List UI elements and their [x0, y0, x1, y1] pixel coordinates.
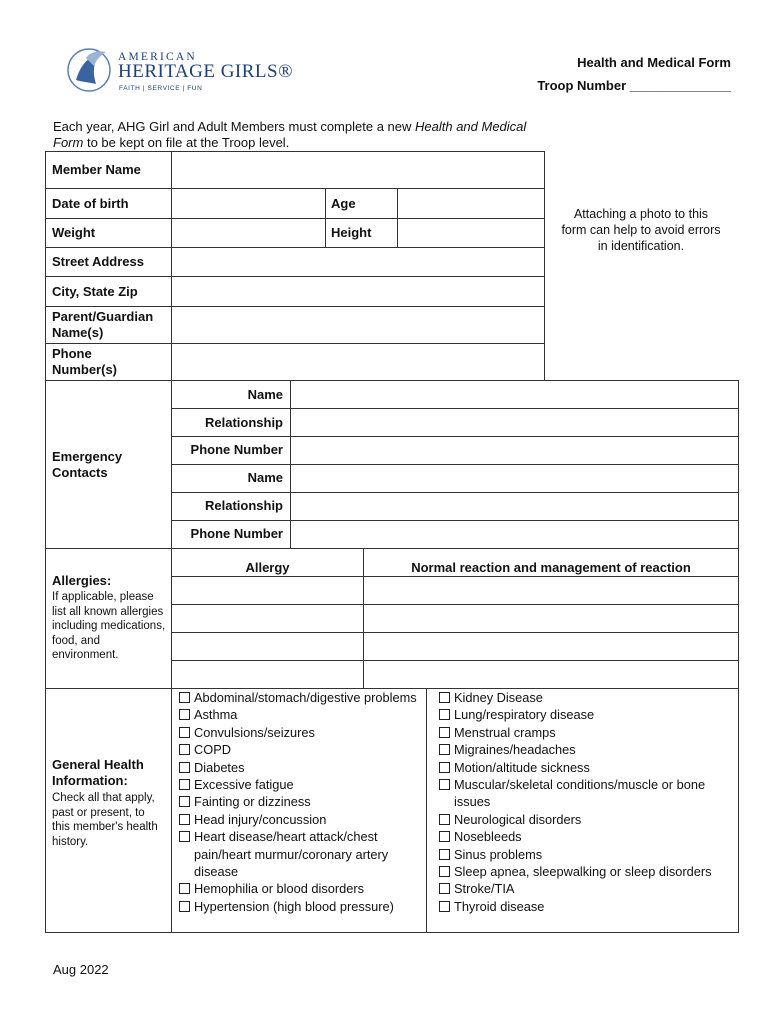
emergency-row-label: Phone Number: [190, 442, 283, 457]
health-checkbox[interactable]: Stroke/TIA: [438, 880, 734, 897]
health-checkbox[interactable]: Sleep apnea, sleepwalking or sleep disorders: [438, 863, 734, 880]
parent-guardian-label: Parent/Guardian Name(s): [52, 309, 154, 340]
reaction-input[interactable]: [364, 633, 738, 660]
weight-input[interactable]: [172, 219, 325, 247]
health-checkbox[interactable]: Asthma: [178, 706, 422, 723]
emergency-row-label: Name: [247, 470, 283, 485]
health-checkbox[interactable]: Kidney Disease: [438, 689, 734, 706]
health-checkbox[interactable]: Excessive fatigue: [178, 776, 422, 793]
date-of-birth-label: Date of birth: [52, 196, 129, 211]
allergy-input[interactable]: [172, 633, 363, 660]
emergency-relationship-1-input[interactable]: [291, 409, 738, 436]
health-checkbox[interactable]: Hemophilia or blood disorders: [178, 880, 422, 897]
city-state-zip-label: City, State Zip: [52, 284, 138, 299]
intro-emphasis: Health and Medical Form: [53, 119, 527, 150]
reaction-input[interactable]: [364, 577, 738, 604]
health-checkbox[interactable]: Migraines/headaches: [438, 741, 734, 758]
health-checkbox[interactable]: Nosebleeds: [438, 828, 734, 845]
logo-top-text: AMERICAN: [118, 51, 197, 63]
health-checkbox[interactable]: Menstrual cramps: [438, 724, 734, 741]
general-health-description: Check all that apply, past or present, to this member's health history.: [52, 792, 158, 848]
reaction-input[interactable]: [364, 661, 738, 688]
intro-paragraph: Each year, AHG Girl and Adult Members must complete a new Health and Medical Form to be kept on file at the Troop level.: [53, 119, 527, 150]
footer-date: Aug 2022: [53, 962, 109, 977]
emergency-contacts-label: Emergency Contacts: [52, 449, 123, 480]
health-checkbox[interactable]: Convulsions/seizures: [178, 724, 422, 741]
emergency-name-2-input[interactable]: [291, 465, 738, 492]
general-health-title: General Health Information:: [52, 757, 144, 788]
health-checkbox[interactable]: Fainting or dizziness: [178, 793, 422, 810]
health-checkbox[interactable]: Sinus problems: [438, 846, 734, 863]
reaction-column-header: Normal reaction and management of reaction: [411, 560, 691, 575]
weight-label: Weight: [52, 225, 96, 240]
form-title: Health and Medical Form: [577, 55, 731, 70]
member-name-label: Member Name: [52, 162, 141, 177]
street-address-input[interactable]: [172, 248, 544, 276]
allergy-input[interactable]: [172, 605, 363, 632]
logo-main-text: HERITAGE GIRLS®: [118, 61, 294, 82]
phone-numbers-label: Phone Number(s): [52, 346, 118, 377]
allergy-input[interactable]: [172, 661, 363, 688]
allergies-title: Allergies:: [52, 573, 112, 588]
member-name-input[interactable]: [172, 152, 544, 188]
health-checklist-right: [438, 689, 734, 915]
health-checkbox[interactable]: Thyroid disease: [438, 898, 734, 915]
allergies-description: If applicable, please list all known allergies including medications, food, and environment.: [52, 591, 166, 661]
reaction-input[interactable]: [364, 605, 738, 632]
emergency-phone-2-input[interactable]: [291, 521, 738, 548]
emergency-row-label: Name: [247, 387, 283, 402]
phone-numbers-input[interactable]: [172, 344, 544, 380]
age-label: Age: [331, 196, 356, 211]
health-checkbox[interactable]: Head injury/concussion: [178, 811, 422, 828]
health-checkbox[interactable]: Neurological disorders: [438, 811, 734, 828]
health-checkbox[interactable]: Hypertension (high blood pressure): [178, 898, 422, 915]
health-checkbox[interactable]: Muscular/skeletal conditions/muscle or bone issues: [438, 776, 734, 811]
logo-emblem-icon: [68, 49, 110, 91]
troop-number-field[interactable]: Troop Number ______________: [537, 78, 731, 93]
emergency-name-1-input[interactable]: [291, 381, 738, 408]
emergency-row-label: Relationship: [204, 415, 283, 430]
health-checklist-left: [178, 689, 422, 915]
emergency-relationship-2-input[interactable]: [291, 493, 738, 520]
height-label: Height: [331, 225, 372, 240]
emergency-row-label: Phone Number: [190, 526, 283, 541]
health-checkbox[interactable]: Motion/altitude sickness: [438, 759, 734, 776]
logo-sub-text: FAITH | SERVICE | FUN: [119, 85, 203, 92]
health-checkbox[interactable]: COPD: [178, 741, 422, 758]
emergency-phone-1-input[interactable]: [291, 437, 738, 464]
health-checkbox[interactable]: Abdominal/stomach/digestive problems: [178, 689, 422, 706]
photo-note: Attaching a photo to this form can help to avoid errors in identification.: [561, 207, 721, 253]
allergy-column-header: Allergy: [245, 560, 290, 575]
city-state-zip-input[interactable]: [172, 277, 544, 306]
date-of-birth-input[interactable]: [172, 189, 325, 218]
health-checkbox[interactable]: Heart disease/heart attack/chest pain/heart murmur/coronary artery disease: [178, 828, 422, 880]
age-input[interactable]: [398, 189, 544, 218]
emergency-row-label: Relationship: [204, 498, 283, 513]
health-checkbox[interactable]: Lung/respiratory disease: [438, 706, 734, 723]
allergy-input[interactable]: [172, 577, 363, 604]
parent-guardian-input[interactable]: [172, 307, 544, 343]
street-address-label: Street Address: [52, 254, 144, 269]
height-input[interactable]: [398, 219, 544, 247]
health-checkbox[interactable]: Diabetes: [178, 759, 422, 776]
